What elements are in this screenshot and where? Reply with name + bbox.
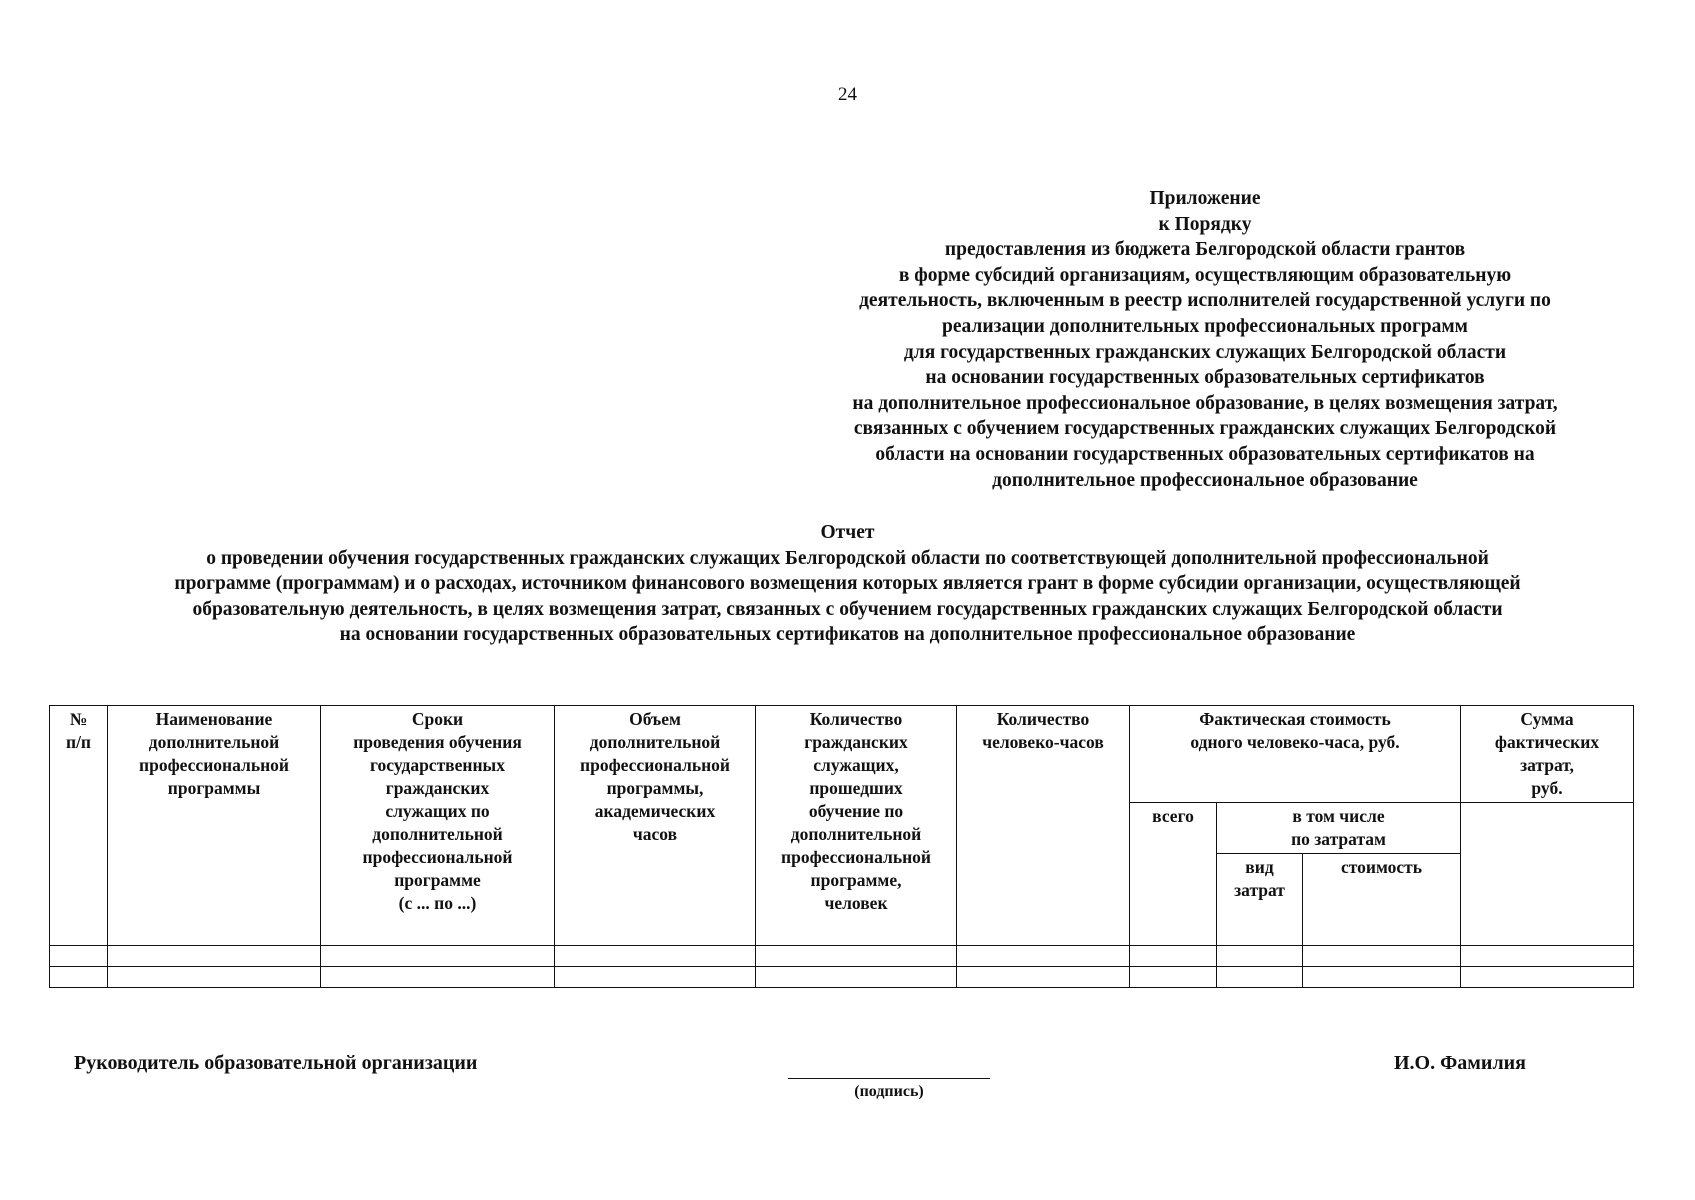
table-cell xyxy=(321,946,555,967)
header-expense-type: вид затрат xyxy=(1217,854,1303,946)
appendix-heading xyxy=(790,186,1620,493)
table-cell xyxy=(1461,946,1634,967)
header-number: № п/п xyxy=(50,706,108,946)
appendix-line: предоставления из бюджета Белгородской области грантов xyxy=(944,239,1466,261)
table-cell xyxy=(1303,946,1461,967)
header-servants-count: Количество гражданских служащих, прошедших обучение по дополнительной профессиональной программе, человек xyxy=(756,706,957,946)
appendix-line: на основании государственных образовательных сертификатов xyxy=(925,367,1485,389)
table-row xyxy=(50,967,1634,988)
header-cost-total: всего xyxy=(1130,803,1217,946)
page-number: 24 xyxy=(838,84,857,105)
table-cell xyxy=(756,946,957,967)
table-cell xyxy=(108,967,321,988)
header-total-sum: Сумма фактических затрат, руб. xyxy=(1461,706,1634,803)
table-cell xyxy=(756,967,957,988)
appendix-line: дополнительное профессиональное образование xyxy=(992,469,1418,491)
table-cell xyxy=(50,967,108,988)
header-training-dates: Сроки проведения обучения государственных гражданских служащих по дополнительной профессиональной программе (с ... по ...) xyxy=(321,706,555,946)
report-subtitle-line: программе (программам) и о расходах, источником финансового возмещения которых является грант в форме субсидии организации, осуществляющей xyxy=(174,573,1521,595)
name-placeholder: И.О. Фамилия xyxy=(1394,1052,1527,1074)
report-heading xyxy=(0,520,1695,648)
head-of-organization-label: Руководитель образовательной организации xyxy=(74,1052,478,1074)
report-subtitle-line: образовательную деятельность, в целях возмещения затрат, связанных с обучением государственных гражданских служащих Белгородской области xyxy=(192,598,1503,620)
appendix-line: к Порядку xyxy=(1158,213,1252,235)
table-cell xyxy=(555,967,756,988)
header-total-sum-blank xyxy=(1461,803,1634,946)
appendix-line: Приложение xyxy=(1149,188,1261,209)
appendix-line: связанных с обучением государственных гражданских служащих Белгородской xyxy=(853,418,1557,440)
appendix-line: на дополнительное профессиональное образование, в целях возмещения затрат, xyxy=(852,392,1558,414)
table-cell xyxy=(1303,967,1461,988)
table-cell xyxy=(555,946,756,967)
appendix-line: для государственных гражданских служащих Белгородской области xyxy=(903,341,1507,363)
signature-line xyxy=(788,1078,990,1079)
appendix-line: области на основании государственных образовательных сертификатов на xyxy=(875,443,1535,465)
header-person-hours: Количество человеко-часов xyxy=(957,706,1130,946)
table-cell xyxy=(1130,967,1217,988)
appendix-line: реализации дополнительных профессиональных программ xyxy=(942,315,1468,337)
header-actual-cost: Фактическая стоимость одного человеко-часа, руб. xyxy=(1130,706,1461,803)
table-cell xyxy=(108,946,321,967)
signature-caption: (подпись) xyxy=(854,1083,924,1100)
report-subtitle-line: на основании государственных образовательных сертификатов на дополнительное профессиональное образование xyxy=(339,624,1356,646)
header-program-volume: Объем дополнительной профессиональной программы, академических часов xyxy=(555,706,756,946)
header-expense-cost: стоимость xyxy=(1303,854,1461,946)
table-cell xyxy=(957,946,1130,967)
table-cell xyxy=(50,946,108,967)
table-cell xyxy=(1130,946,1217,967)
report-subtitle-line: о проведении обучения государственных гражданских служащих Белгородской области по соответствующей дополнительной профессиональной xyxy=(206,547,1489,569)
table-cell xyxy=(1217,946,1303,967)
table-cell xyxy=(1217,967,1303,988)
table-cell xyxy=(321,967,555,988)
header-cost-including: в том числе по затратам xyxy=(1217,803,1461,854)
appendix-line: деятельность, включенным в реестр исполнителей государственной услуги по xyxy=(859,290,1551,312)
table-row xyxy=(50,946,1634,967)
report-table xyxy=(49,705,1634,988)
table-cell xyxy=(1461,967,1634,988)
table-cell xyxy=(957,967,1130,988)
appendix-line: в форме субсидий организациям, осуществляющим образовательную xyxy=(898,264,1512,286)
report-title: Отчет xyxy=(820,522,875,543)
header-program-name: Наименование дополнительной профессиональной программы xyxy=(108,706,321,946)
